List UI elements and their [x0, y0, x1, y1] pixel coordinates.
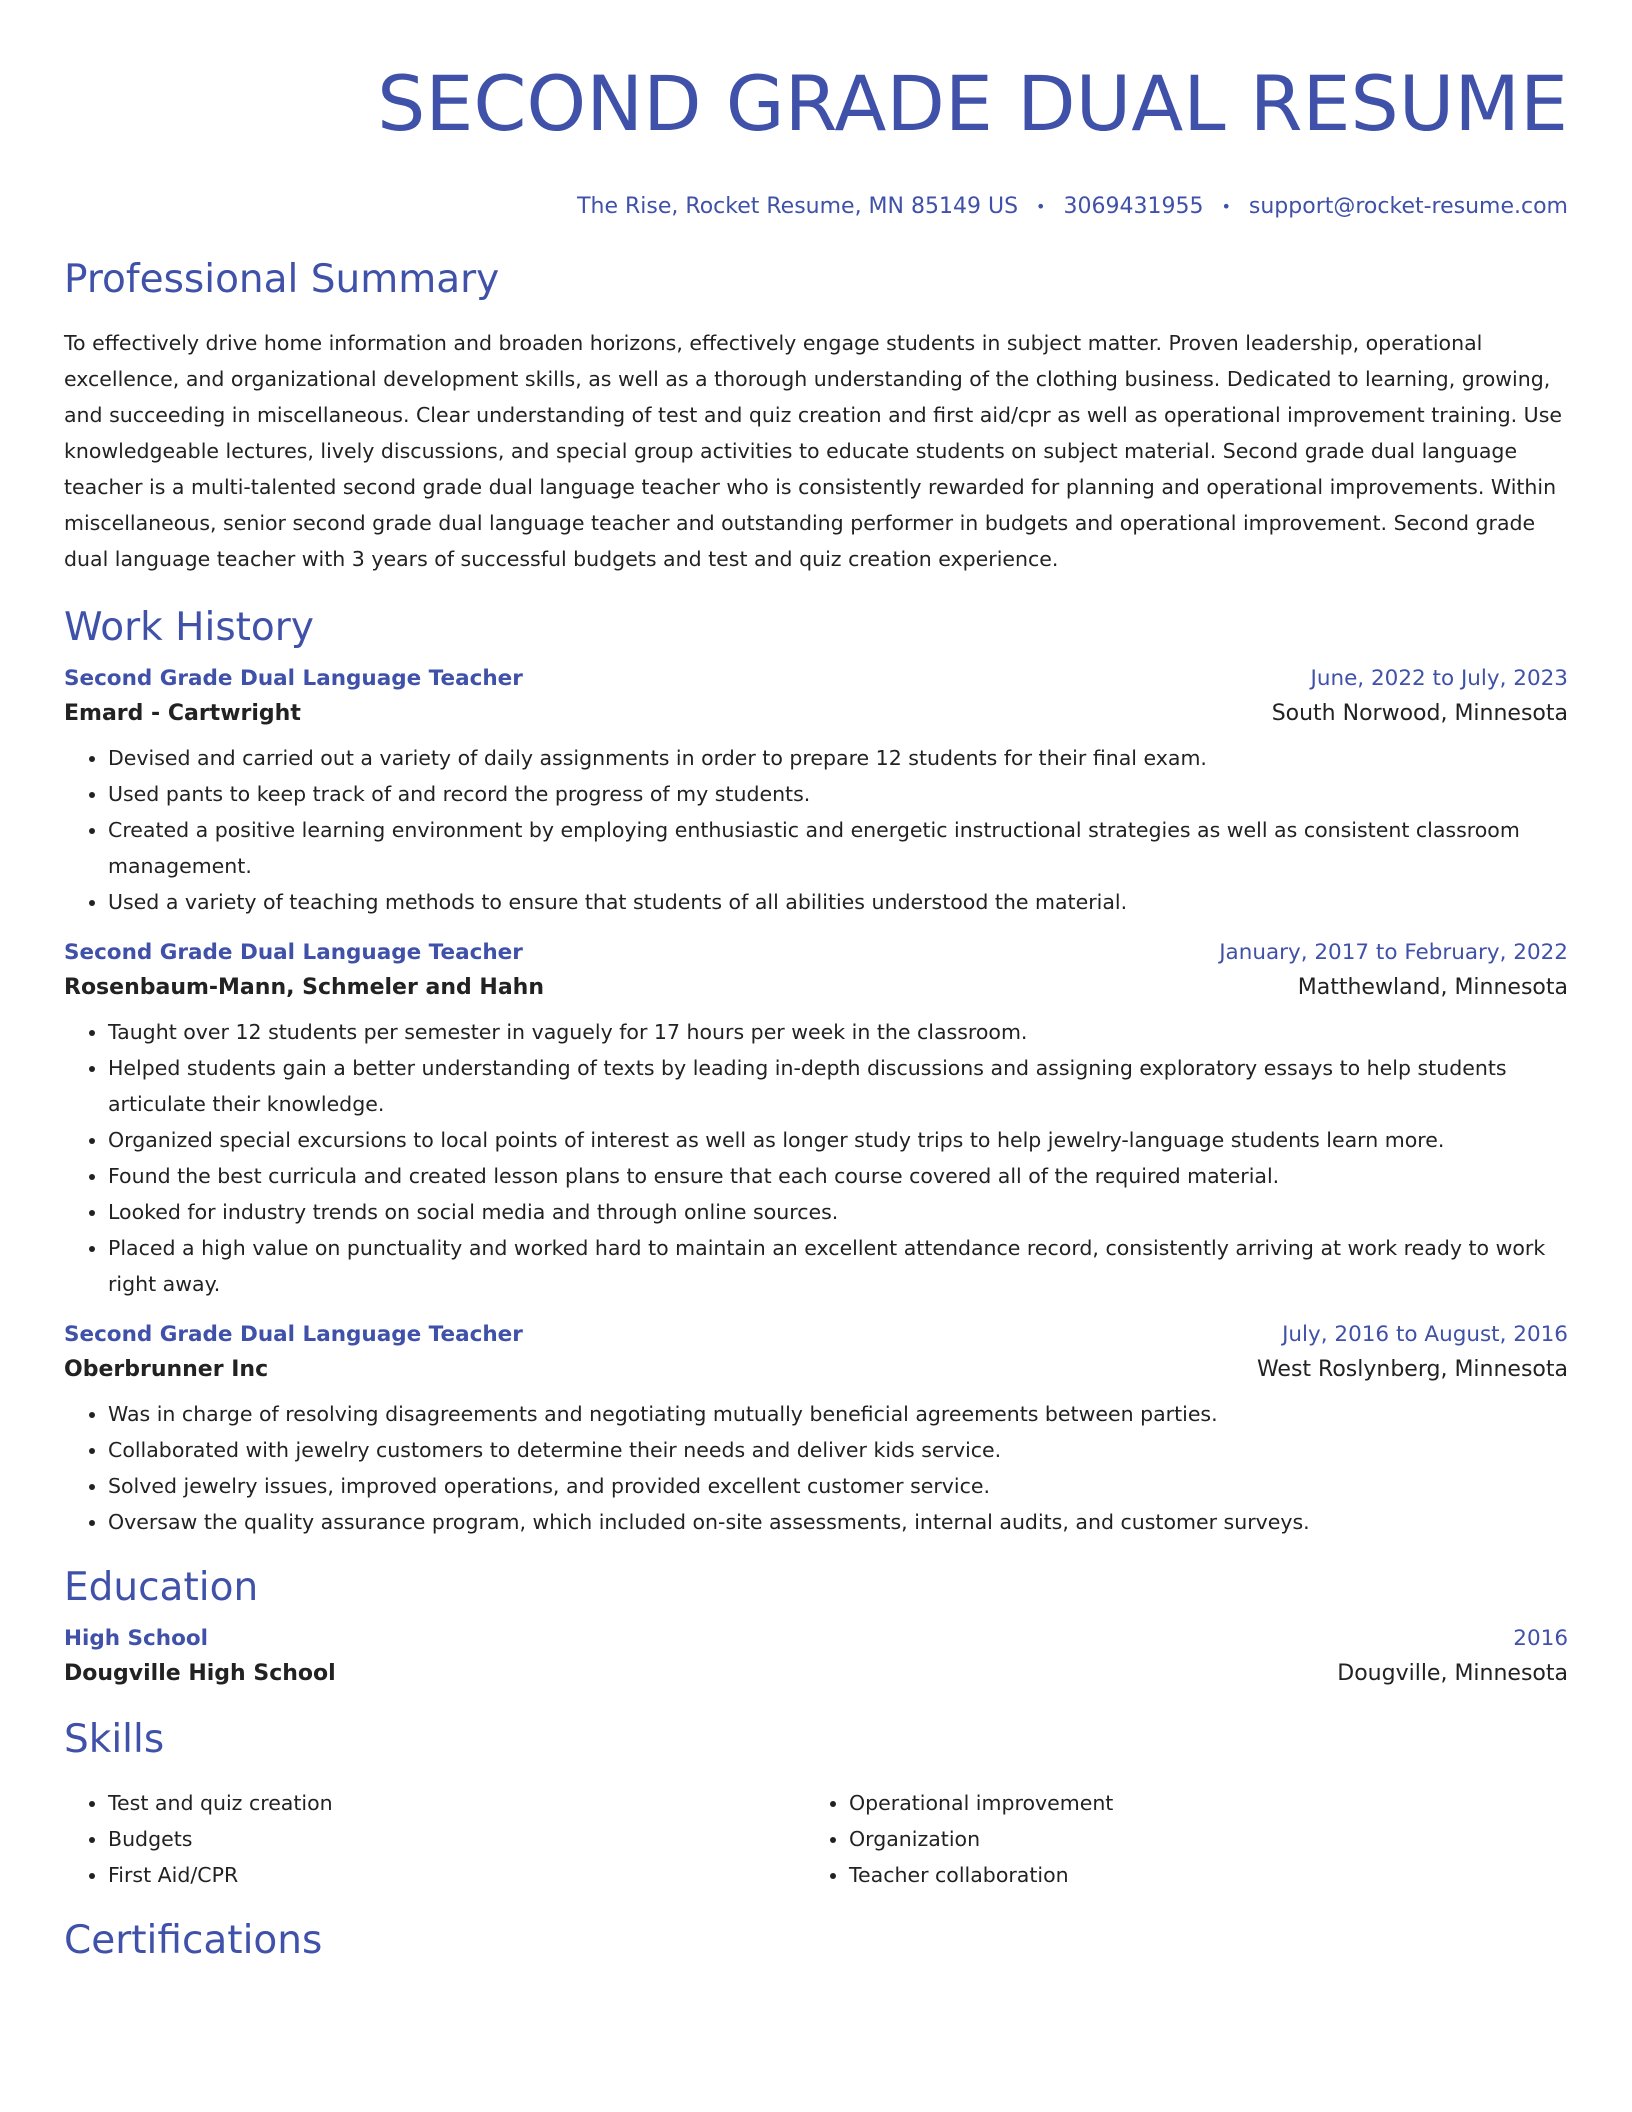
work-history-heading: Work History [64, 605, 314, 650]
job-bullets [64, 1396, 1568, 1540]
skills-heading: Skills [64, 1717, 165, 1762]
job-bullet: • Looked for industry trends on social media and through online sources. [108, 1194, 1568, 1230]
skill-item: • Operational improvement [849, 1785, 1546, 1821]
job-company: Emard - Cartwright [64, 701, 301, 726]
contact-separator: • [1221, 197, 1231, 216]
job-entry [64, 1322, 1568, 1540]
job-bullet: • Created a positive learning environment by employing enthusiastic and energetic instructional strategies as well as consistent classroom management. [108, 812, 1568, 884]
job-bullets [64, 1014, 1568, 1302]
job-location: West Roslynberg, Minnesota [1256, 1357, 1568, 1382]
job-entry [64, 940, 1568, 1302]
contact-line [64, 194, 1568, 219]
job-bullet: • Devised and carried out a variety of daily assignments in order to prepare 12 students for their final exam. [108, 740, 1568, 776]
education-school: Dougville High School [64, 1661, 336, 1686]
job-bullet: • Collaborated with jewelry customers to determine their needs and deliver kids service. [108, 1432, 1568, 1468]
job-bullet: • Found the best curricula and created lesson plans to ensure that each course covered all of the required material. [108, 1158, 1568, 1194]
skill-item: • Teacher collaboration [849, 1857, 1546, 1893]
education-location: Dougville, Minnesota [1337, 1661, 1568, 1686]
job-bullet: • Taught over 12 students per semester in vaguely for 17 hours per week in the classroom. [108, 1014, 1568, 1050]
job-dates: June, 2022 to July, 2023 [1310, 666, 1568, 691]
education-year: 2016 [1513, 1626, 1568, 1651]
job-bullet: • Used pants to keep track of and record the progress of my students. [108, 776, 1568, 812]
certifications-heading: Certifications [64, 1918, 323, 1963]
skill-item: • Test and quiz creation [108, 1785, 805, 1821]
contact-separator: • [1036, 197, 1046, 216]
job-bullet: • Oversaw the quality assurance program, which included on-site assessments, internal audits, and customer surveys. [108, 1504, 1568, 1540]
job-company: Rosenbaum-Mann, Schmeler and Hahn [64, 975, 544, 1000]
job-bullet: • Was in charge of resolving disagreements and negotiating mutually beneficial agreements between parties. [108, 1396, 1568, 1432]
job-title: Second Grade Dual Language Teacher [64, 666, 523, 691]
job-bullets [64, 740, 1568, 920]
job-dates: July, 2016 to August, 2016 [1282, 1322, 1568, 1347]
job-entry [64, 666, 1568, 920]
job-location: Matthewland, Minnesota [1297, 975, 1568, 1000]
job-bullet: • Organized special excursions to local points of interest as well as longer study trips to help jewelry-language students learn more. [108, 1122, 1568, 1158]
skill-item: • Organization [849, 1821, 1546, 1857]
education-degree: High School [64, 1626, 208, 1651]
job-title: Second Grade Dual Language Teacher [64, 1322, 523, 1347]
skills-list [64, 1785, 1568, 1893]
resume-name: SECOND GRADE DUAL RESUME [377, 59, 1568, 148]
summary-heading: Professional Summary [64, 257, 500, 302]
skill-item: • First Aid/CPR [108, 1857, 805, 1893]
job-title: Second Grade Dual Language Teacher [64, 940, 523, 965]
skill-item: • Budgets [108, 1821, 805, 1857]
job-bullet: • Solved jewelry issues, improved operations, and provided excellent customer service. [108, 1468, 1568, 1504]
contact-phone: 3069431955 [1063, 194, 1204, 219]
job-bullet: • Helped students gain a better understanding of texts by leading in-depth discussions and assigning exploratory essays to help students articulate their knowledge. [108, 1050, 1568, 1122]
summary-text: To effectively drive home information and broaden horizons, effectively engage students in subject matter. Proven leadership, operational excellence, and organizational development skills, as well as a thorough understanding of the clothing business. Dedicated to learning, growing, and succeeding in miscellaneous. Clear understanding of test and quiz creation and first aid/cpr as well as operational improvement training. Use knowledgeable lectures, lively discussions, and special group activities to educate students on subject material. Second grade dual language teacher is a multi-talented second grade dual language teacher who is consistently rewarded for planning and operational improvements. Within miscellaneous, senior second grade dual language teacher and outstanding performer in budgets and operational improvement. Second grade dual language teacher with 3 years of successful budgets and test and quiz creation experience. [64, 331, 1562, 571]
skills-column-right [805, 1785, 1546, 1893]
job-location: South Norwood, Minnesota [1271, 701, 1568, 726]
job-bullet: • Placed a high value on punctuality and worked hard to maintain an excellent attendance record, consistently arriving at work ready to work right away. [108, 1230, 1568, 1302]
job-dates: January, 2017 to February, 2022 [1219, 940, 1568, 965]
education-entry [64, 1626, 1568, 1686]
job-company: Oberbrunner Inc [64, 1357, 269, 1382]
skills-column-left [64, 1785, 805, 1893]
job-bullet: • Used a variety of teaching methods to ensure that students of all abilities understood the material. [108, 884, 1568, 920]
education-heading: Education [64, 1565, 259, 1610]
contact-email: support@rocket-resume.com [1248, 194, 1568, 219]
contact-address: The Rise, Rocket Resume, MN 85149 US [577, 194, 1019, 219]
